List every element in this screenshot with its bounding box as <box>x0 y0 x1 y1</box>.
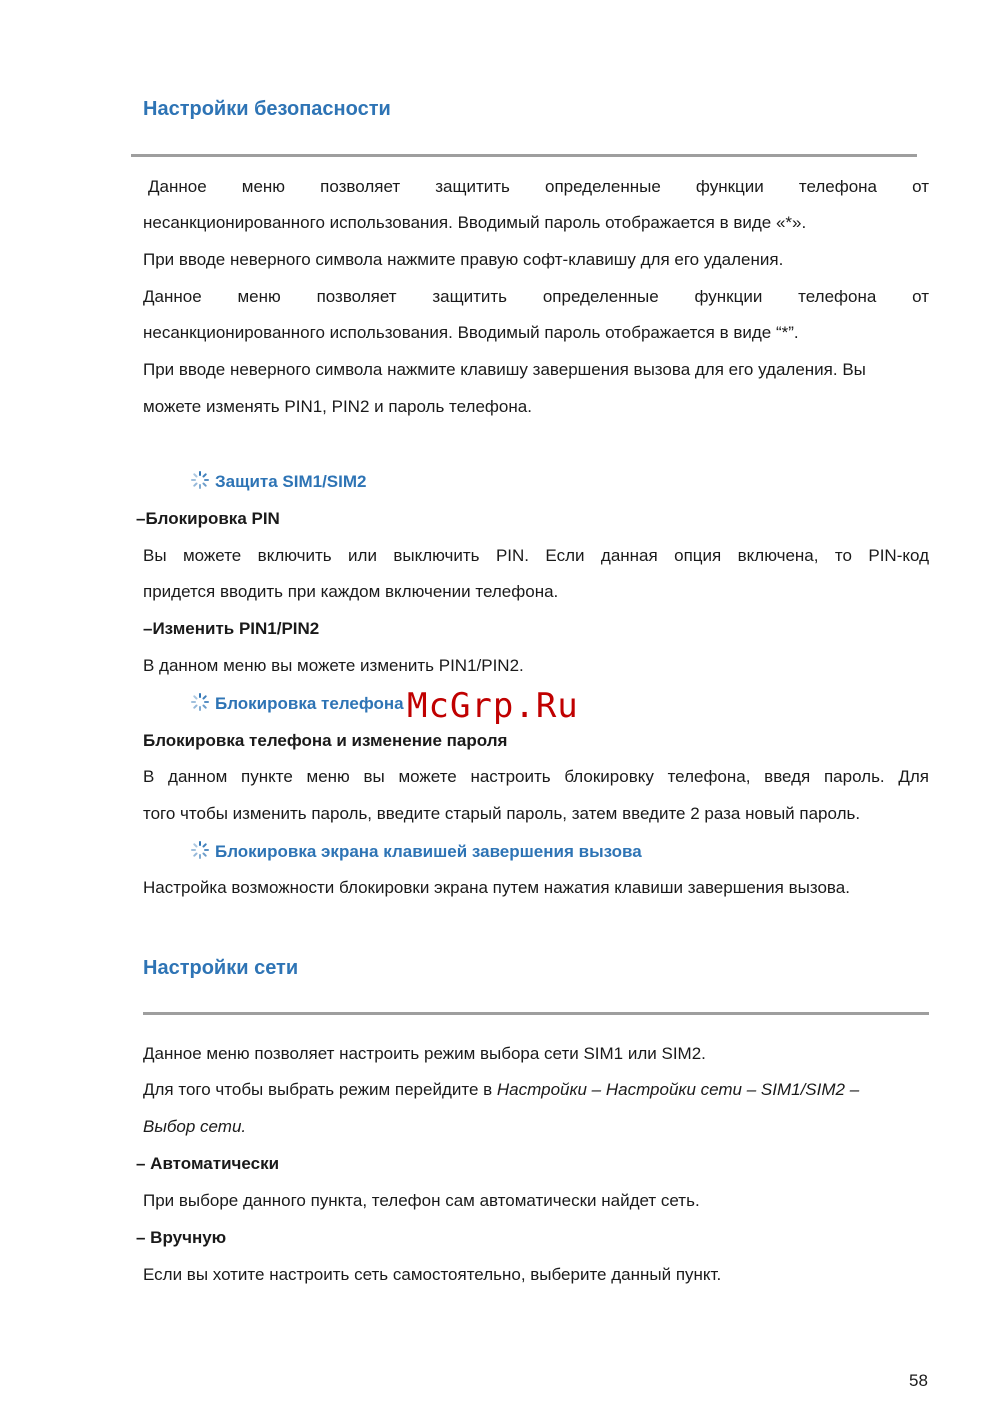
subsection-screen-lock <box>190 840 642 862</box>
watermark: McGrp.Ru <box>407 686 579 726</box>
change-pin-heading: –Изменить PIN1/PIN2 <box>143 619 320 638</box>
auto-heading: – Автоматически <box>136 1154 280 1173</box>
paragraph-line: При вводе неверного символа нажмите правую софт-клавишу для его удаления. <box>143 250 784 269</box>
manual-heading: – Вручную <box>136 1228 227 1247</box>
section-divider <box>143 1012 929 1015</box>
section-divider <box>131 154 917 157</box>
paragraph-line: придется вводить при каждом включении телефона. <box>143 582 559 601</box>
subsection-sim-protection <box>190 470 366 492</box>
subsection-title: Блокировка телефона <box>215 694 404 713</box>
paragraph-line: В данном пункте меню вы можете настроить блокировку телефона, введя пароль. Для <box>143 767 929 786</box>
paragraph-line: того чтобы изменить пароль, введите старый пароль, затем введите 2 раза новый пароль. <box>143 804 861 823</box>
paragraph-line: Данное меню позволяет настроить режим выбора сети SIM1 или SIM2. <box>143 1044 706 1063</box>
paragraph-line: Настройка возможности блокировки экрана путем нажатия клавиши завершения вызова. <box>143 878 850 897</box>
paragraph-line: Если вы хотите настроить сеть самостоятельно, выберите данный пункт. <box>143 1265 722 1284</box>
spinner-icon <box>190 840 210 860</box>
pin-lock-heading: –Блокировка PIN <box>136 509 280 528</box>
menu-path: Выбор сети. <box>143 1117 247 1136</box>
paragraph-line: несанкционированного использования. Вводимый пароль отображается в виде “*”. <box>143 323 799 342</box>
paragraph-line: В данном меню вы можете изменить PIN1/PIN2. <box>143 656 524 675</box>
phone-lock-heading: Блокировка телефона и изменение пароля <box>143 731 508 750</box>
paragraph-line: Данное меню позволяет защитить определенные функции телефона от <box>148 177 929 196</box>
paragraph-line: Вы можете включить или выключить PIN. Если данная опция включена, то PIN-код <box>143 546 929 565</box>
section-title-network: Настройки сети <box>143 957 299 979</box>
paragraph-line: несанкционированного использования. Вводимый пароль отображается в виде «*». <box>143 213 807 232</box>
plain-text: Для того чтобы выбрать режим перейдите в <box>143 1080 497 1099</box>
spinner-icon <box>190 470 210 490</box>
subsection-phone-lock <box>190 692 404 714</box>
menu-path: Настройки – Настройки сети – SIM1/SIM2 – <box>496 1080 860 1099</box>
paragraph-line: При выборе данного пункта, телефон сам автоматически найдет сеть. <box>143 1191 700 1210</box>
section-title-security: Настройки безопасности <box>143 98 391 120</box>
page-number: 58 <box>909 1371 928 1390</box>
paragraph-line: При вводе неверного символа нажмите клавишу завершения вызова для его удаления. Вы <box>143 360 866 379</box>
spinner-icon <box>190 692 210 712</box>
paragraph-line <box>143 1079 859 1101</box>
subsection-title: Защита SIM1/SIM2 <box>215 472 367 491</box>
paragraph-line: можете изменять PIN1, PIN2 и пароль телефона. <box>143 397 532 416</box>
subsection-title: Блокировка экрана клавишей завершения вызова <box>215 842 642 861</box>
paragraph-line: Данное меню позволяет защитить определенные функции телефона от <box>143 287 929 306</box>
